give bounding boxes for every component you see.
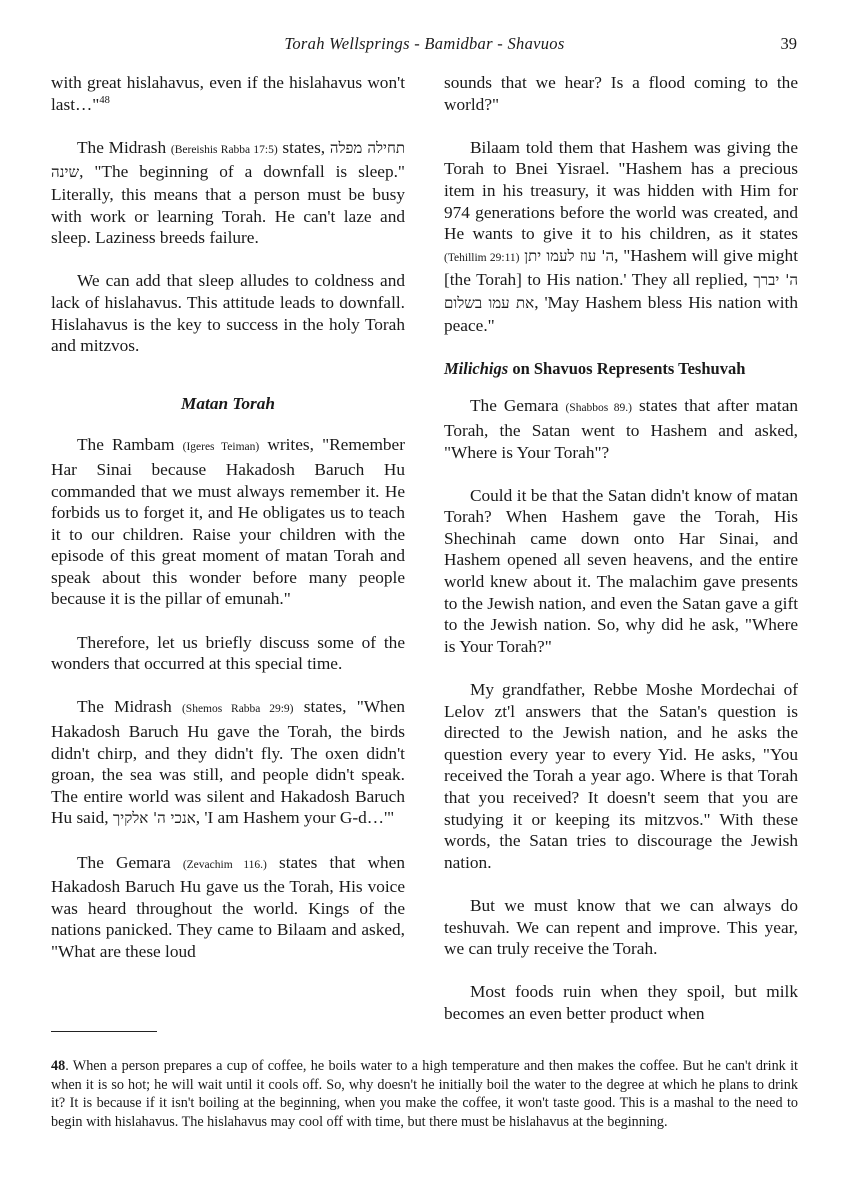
source-citation: (Igeres Teiman) <box>182 441 260 454</box>
source-citation: (Zevachim 116.) <box>182 858 267 871</box>
hebrew-quote: אנכי ה' אלקיך <box>112 809 196 828</box>
left-column <box>51 72 405 984</box>
paragraph: with great hislahavus, even if the hislahavus won't last…"$^{48}$ <box>51 73 405 114</box>
running-header <box>52 34 797 56</box>
source-citation: (Bereishis Rabba 17:5) <box>170 143 278 156</box>
paragraph: Therefore, let us briefly discuss some of the wonders that occurred at this special time. <box>51 632 405 674</box>
source-citation: (Shemos Rabba 29:9) <box>181 703 294 716</box>
footnote <box>51 1057 798 1131</box>
paragraph: The Rambam (Igeres Teiman) writes, "Remember Har Sinai because Hakadosh Baruch Hu commanded that we must always remember it. He forbids us to forget it, and He obligates us to teach it to our children. Raise your children with the episode of this great moment of matan Torah and speak about this wonder before many people because it is the pillar of emunah." <box>51 435 405 609</box>
paragraph: sounds that we hear? Is a flood coming to the world?" <box>444 73 798 114</box>
paragraph: My grandfather, Rebbe Moshe Mordechai of Lelov zt'l answers that the Satan's question is directed to the Jewish nation, and he asks the question every year to every Yid. He asks, "You received the Torah a year ago. Where is that Torah that you received? It doesn't seem that you are studying it or keeping its mitzvos." With these words, the Satan tries to discourage the Jewish nation. <box>444 680 798 872</box>
section-heading: Milichigs on Shavuos Represents Teshuvah <box>444 358 746 378</box>
section-title: Matan Torah <box>181 393 275 413</box>
paragraph: The Midrash (Bereishis Rabba 17:5) states, תחילה מפלה שינה, "The beginning of a downfall is sleep." Literally, this means that a person must be busy with work or learning Torah. He can't laze and sleep. Laziness breeds failure. <box>51 137 405 248</box>
paragraph: The Midrash (Shemos Rabba 29:9) states, "When Hakadosh Baruch Hu gave the Torah, the birds didn't chirp, and they didn't fly. The oxen didn't groan, the sea was still, and people didn't speak. The entire world was silent and Hakadosh Baruch Hu said, אנכי ה' אלקיך, 'I am Hashem your G-d…'" <box>51 697 406 828</box>
footnote-number: 48 <box>51 1058 66 1074</box>
right-column <box>444 72 798 1046</box>
footnote-ref[interactable]: 48 <box>99 94 110 106</box>
paragraph: Could it be that the Satan didn't know of matan Torah? When Hashem gave the Torah, His Shechinah came down onto Har Sinai, and Hashem opened all seven heavens, and the entire world knew about it. The malachim gave presents to the Jewish nation, and even the Satan gave a gift to the Jewish nation. So, why did he ask, "Where is Your Torah?" <box>444 485 798 656</box>
hebrew-quote: תחילה מפלה שינה <box>51 138 405 182</box>
paragraph: The Gemara (Shabbos 89.) states that after matan Torah, the Satan went to Hashem and asked, "Where is Your Torah"? <box>444 396 798 462</box>
paragraph: The Gemara (Zevachim 116.) states that when Hakadosh Baruch Hu gave us the Torah, His voice was heard throughout the world. Kings of the nations panicked. They came to Bilaam and asked, "What are these loud <box>51 852 405 961</box>
paragraph: We can add that sleep alludes to coldness and lack of hislahavus. This attitude leads to downfall. Hislahavus is the key to success in the holy Torah and mitzvos. <box>51 271 405 356</box>
hebrew-quote: ה' יברך את עמו בשלום <box>444 271 798 312</box>
paragraph: Most foods ruin when they spoil, but milk becomes an even better product when <box>444 982 798 1023</box>
footnote-divider <box>51 1031 157 1032</box>
paragraph: But we must know that we can always do teshuvah. We can repent and improve. This year, we can truly receive the Torah. <box>444 895 798 959</box>
source-citation: (Shabbos 89.) <box>565 402 632 415</box>
paragraph: Bilaam told them that Hashem was giving the Torah to Bnei Yisrael. "Hashem has a precious item in his treasury, it was hidden with Him for 974 generations before the world was created, and He wants to give it to his children, as it states (Tehillim 29:11) ה' עוז לעמו יתן, "Hashem will give might [the Torah] to His nation.' They all replied, ה' יברך את עמו בשלום, 'May Hashem bless His nation with peace." <box>444 137 798 335</box>
footnote-text: . When a person prepares a cup of coffee, he boils water to a high temperature and then makes the coffee. But he can't drink it when it is so hot; he will wait until it cools off. So, why doesn't he initially boil the water to the degree at which he plans to drink it? It is because if it isn't boiling at the beginning, when you make the coffee, it won't taste good. This is a mashal to the need to begin with hislahavus. The hislahavus may cool off with time, but there must be hislahavus at the beginning. <box>51 1058 798 1130</box>
page-number: 39 <box>780 34 797 53</box>
header-title: Torah Wellsprings - Bamidbar - Shavuos <box>284 34 565 53</box>
hebrew-quote: ה' עוז לעמו יתן <box>524 246 615 265</box>
source-citation: (Tehillim 29:11) <box>444 251 520 264</box>
